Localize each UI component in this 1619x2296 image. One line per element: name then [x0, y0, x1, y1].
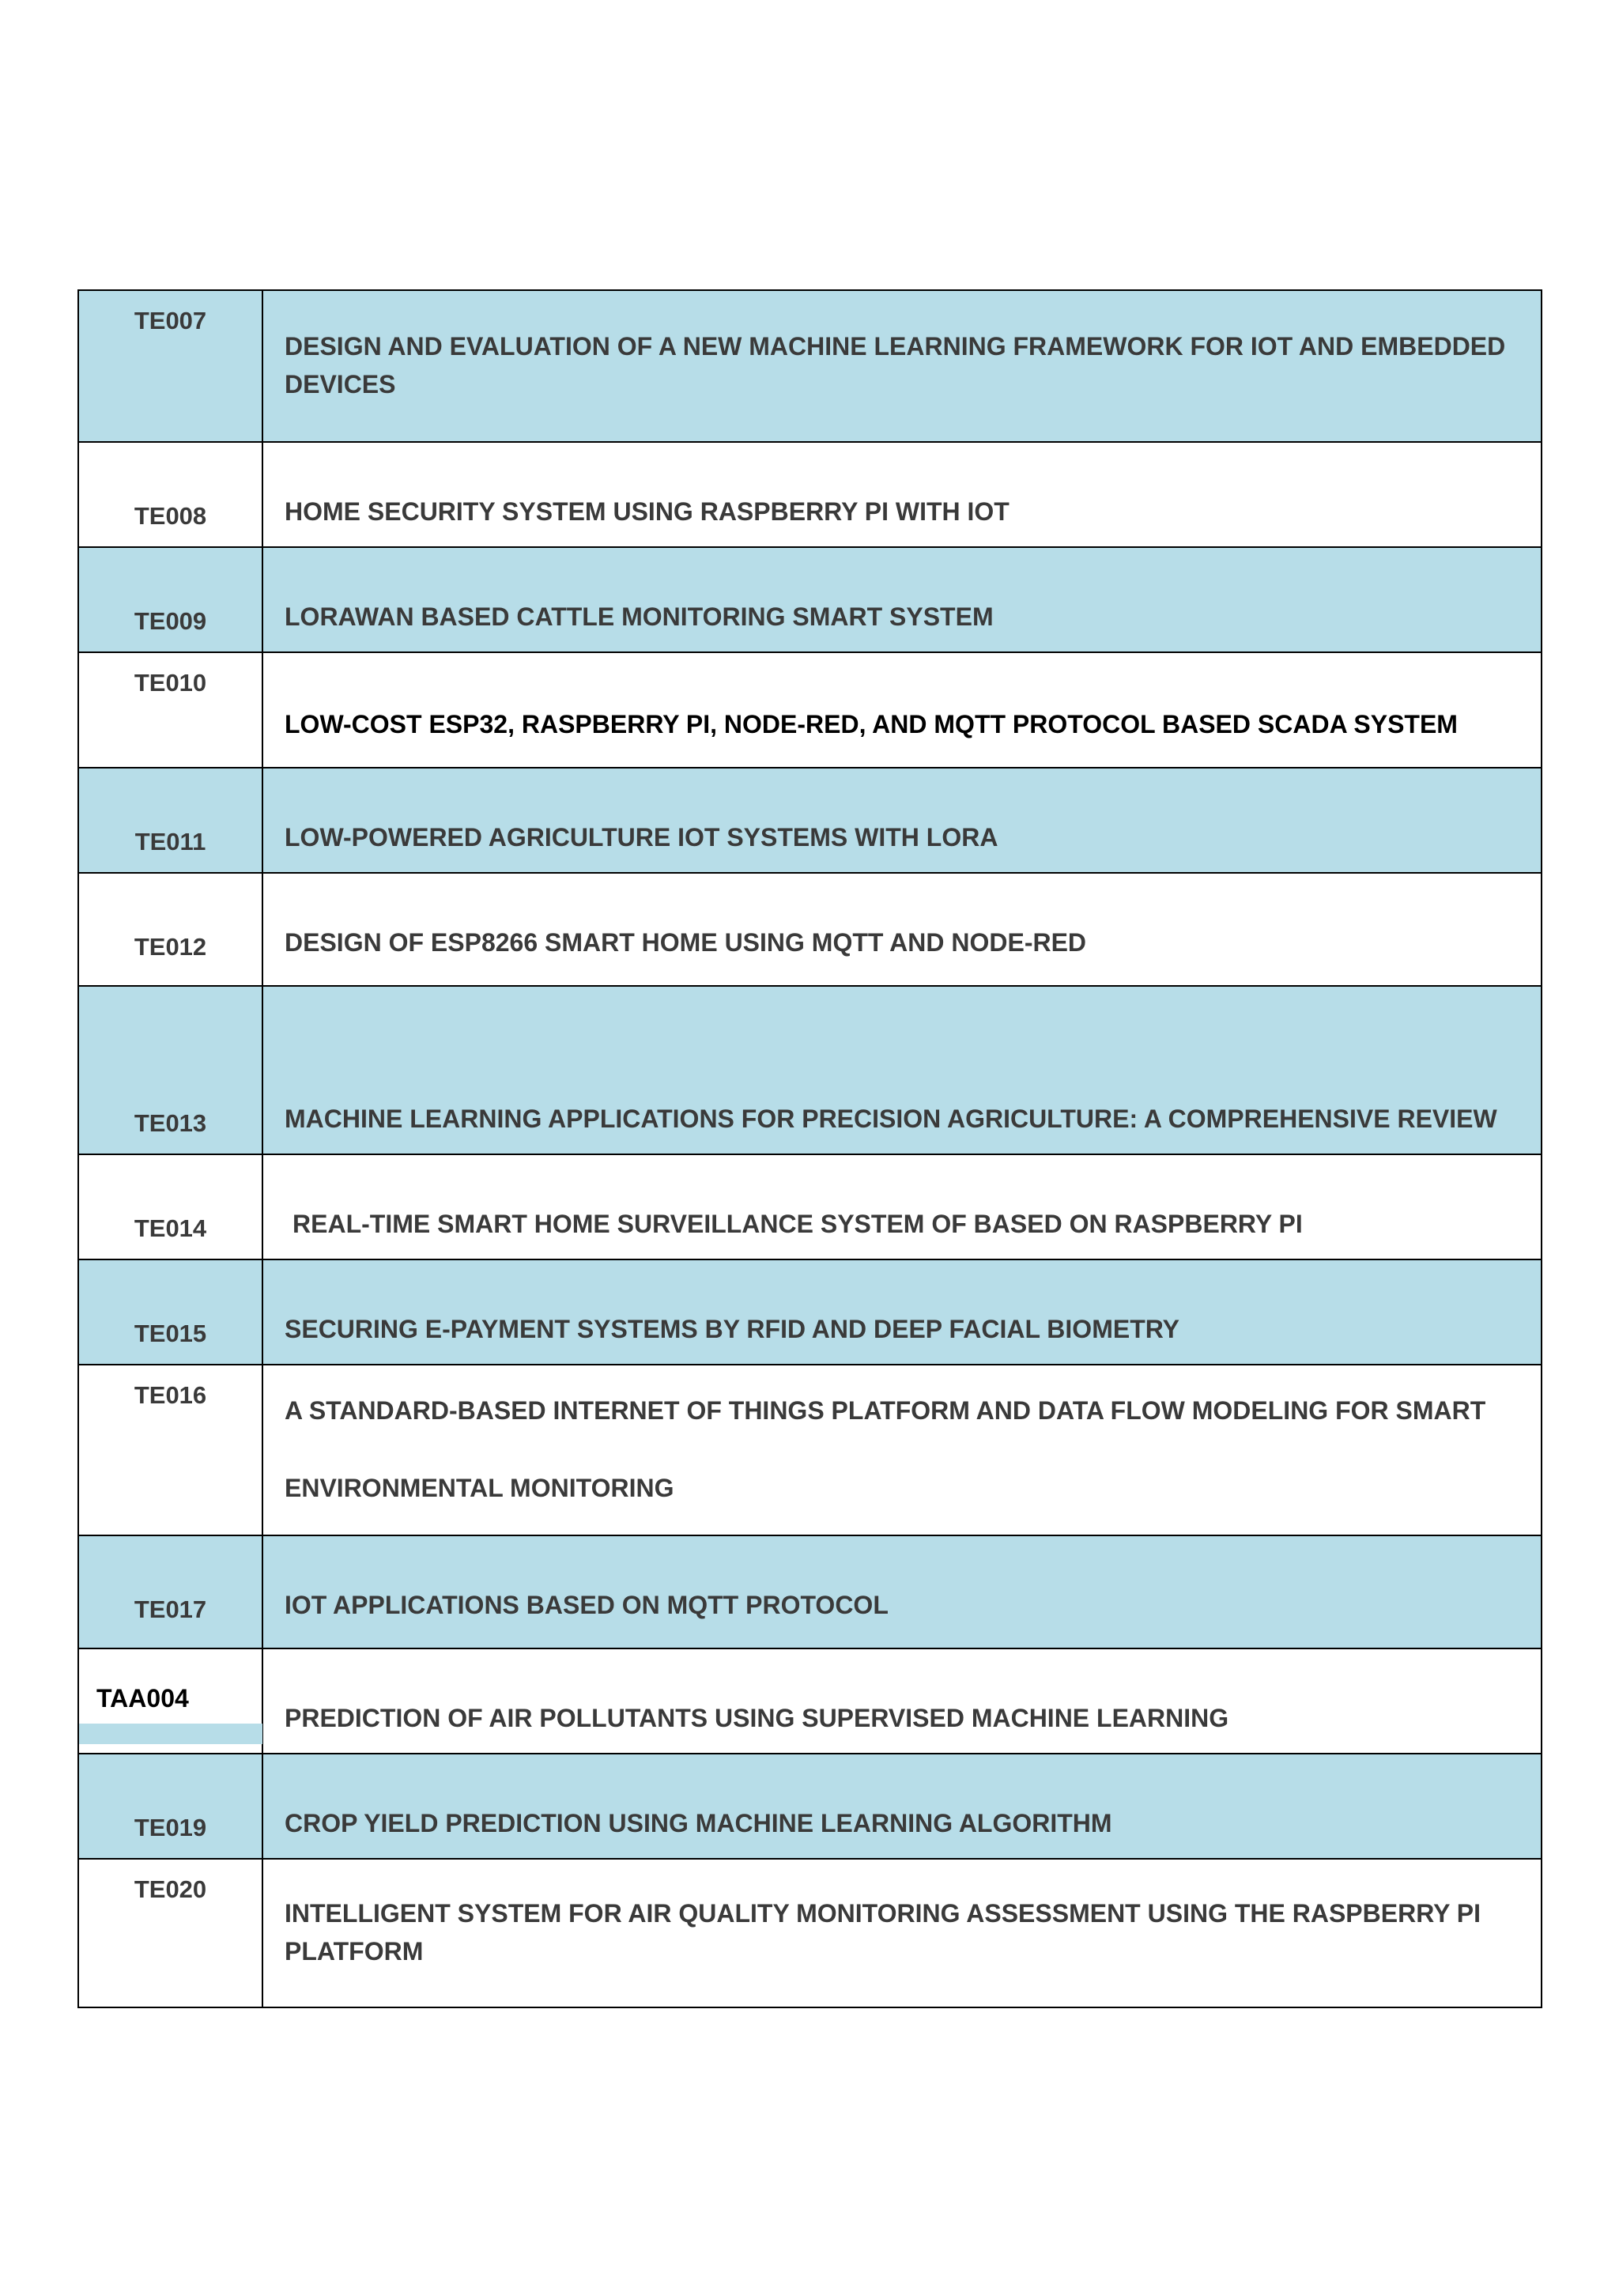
project-code: TE009	[79, 548, 263, 651]
table-row	[79, 1364, 1541, 1535]
project-title: LORAWAN BASED CATTLE MONITORING SMART SYSTEM	[285, 602, 994, 631]
project-code: TE007	[79, 291, 263, 441]
project-code: TE008	[79, 443, 263, 546]
table-row	[79, 291, 1541, 441]
table-row	[79, 767, 1541, 872]
table-row	[79, 441, 1541, 546]
project-title: LOW-COST ESP32, RASPBERRY PI, NODE-RED, AND MQTT PROTOCOL BASED SCADA SYSTEM	[285, 710, 1458, 738]
project-title: SECURING E-PAYMENT SYSTEMS BY RFID AND DEEP FACIAL BIOMETRY	[285, 1315, 1179, 1343]
project-code: TE013	[79, 987, 263, 1154]
table-row	[79, 1259, 1541, 1364]
project-title: A STANDARD-BASED INTERNET OF THINGS PLATFORM AND DATA FLOW MODELING FOR SMART ENVIRONMENTAL MONITORING	[285, 1396, 1486, 1502]
project-title: PREDICTION OF AIR POLLUTANTS USING SUPERVISED MACHINE LEARNING	[285, 1704, 1229, 1732]
project-title: REAL-TIME SMART HOME SURVEILLANCE SYSTEM OF BASED ON RASPBERRY PI	[292, 1210, 1303, 1238]
project-title: INTELLIGENT SYSTEM FOR AIR QUALITY MONITORING ASSESSMENT USING THE RASPBERRY PI PLATFORM	[285, 1899, 1481, 1966]
project-code: TE014	[79, 1155, 263, 1259]
project-title: DESIGN AND EVALUATION OF A NEW MACHINE LEARNING FRAMEWORK FOR IOT AND EMBEDDED DEVICES	[285, 332, 1506, 398]
project-title: CROP YIELD PREDICTION USING MACHINE LEARNING ALGORITHM	[285, 1809, 1112, 1837]
project-code: TE015	[79, 1260, 263, 1364]
project-code: TE017	[79, 1536, 263, 1648]
table-row	[79, 1858, 1541, 2007]
table-row	[79, 1648, 1541, 1753]
table-row	[79, 1535, 1541, 1648]
table-row	[79, 651, 1541, 767]
table-row	[79, 985, 1541, 1154]
project-table	[77, 289, 1542, 2008]
project-code: TE012	[79, 874, 263, 985]
project-title: IOT APPLICATIONS BASED ON MQTT PROTOCOL	[285, 1591, 889, 1619]
table-row	[79, 872, 1541, 985]
table-row	[79, 546, 1541, 651]
project-code: TE016	[79, 1365, 263, 1535]
project-title: MACHINE LEARNING APPLICATIONS FOR PRECISION AGRICULTURE: A COMPREHENSIVE REVIEW	[285, 1105, 1497, 1133]
overlay-code-label: TAA004	[96, 1684, 189, 1713]
project-title: LOW-POWERED AGRICULTURE IOT SYSTEMS WITH LORA	[285, 823, 998, 852]
project-code: TE020	[79, 1860, 263, 2007]
project-title: DESIGN OF ESP8266 SMART HOME USING MQTT AND NODE-RED	[285, 928, 1087, 957]
table-row	[79, 1154, 1541, 1259]
project-code: TE010	[79, 653, 263, 767]
project-code: TE011	[79, 768, 263, 872]
project-code: TE019	[79, 1754, 263, 1858]
project-title: HOME SECURITY SYSTEM USING RASPBERRY PI WITH IOT	[285, 497, 1010, 526]
table-row	[79, 1753, 1541, 1858]
overlay-strip	[79, 1724, 262, 1744]
